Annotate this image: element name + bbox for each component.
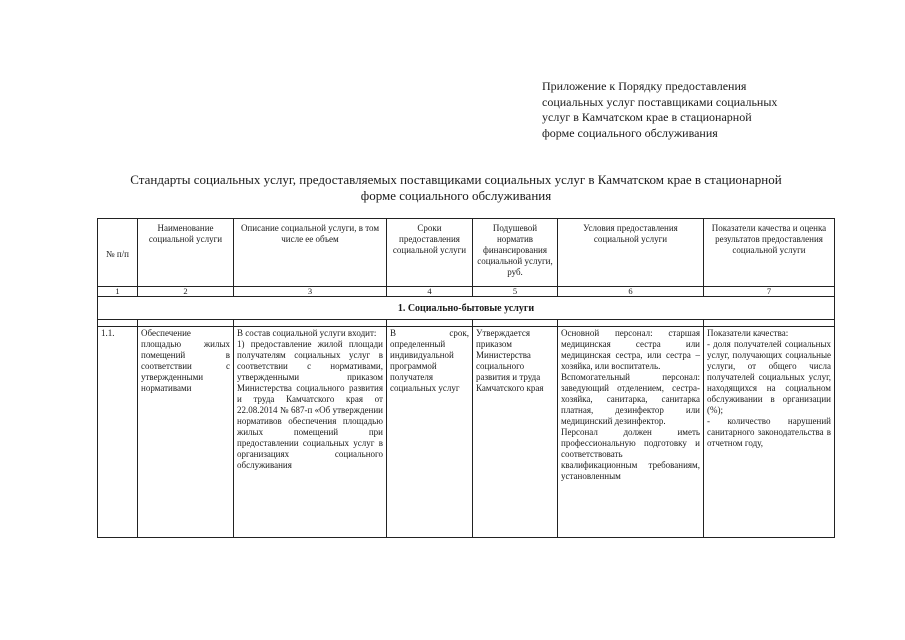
header-cell-name: Наименование социальной услуги (138, 219, 234, 287)
description-paragraph: В состав социальной услуги входит: (237, 328, 377, 338)
quality-paragraph: Показатели качества: (707, 328, 789, 338)
conditions-paragraph: Персонал должен иметь профессиональную подготовку и соответствовать квалификационным требованиям, установленным (561, 427, 700, 481)
title-line: Стандарты социальных услуг, предоставляемых поставщиками социальных услуг в Камчатском крае в стационарной (130, 172, 782, 187)
service-terms: В срок, определенный индивидуальной программой получателя социальных услуг (387, 327, 473, 538)
column-number: 3 (234, 287, 387, 297)
header-cell-terms: Сроки предоставления социальной услуги (387, 219, 473, 287)
appendix-line: Приложение к Порядку предоставления (542, 79, 747, 93)
column-number: 1 (98, 287, 138, 297)
conditions-paragraph: Основной персонал: старшая медицинская сестра или медицинская сестра, или сестра – хозяйка, или воспитатель. (561, 328, 700, 371)
quality-paragraph: - количество нарушений санитарного законодательства в отчетном году, (707, 416, 831, 448)
table-row (98, 327, 835, 538)
description-paragraph: 1) предоставление жилой площади получателям социальных услуг в соответствии с нормативами, утвержденными приказом Министерства социального развития и труда Камчатского края от 22.08.2014 № 687-п «Об утверждении нормативов обеспечения площадью жилых помещений при предоставлении социальных услуг в организациях социального обслуживания (237, 339, 383, 470)
appendix-line: форме социального обслуживания (542, 125, 718, 140)
column-number: 2 (138, 287, 234, 297)
standards-table (97, 218, 835, 538)
spacer-row (98, 320, 835, 327)
table-header-row (98, 219, 835, 287)
header-cell-funding: Подушевой норматив финансирования социальной услуги, руб. (473, 219, 558, 287)
row-number: 1.1. (98, 327, 138, 538)
service-funding: Утверждается приказом Министерства социального развития и труда Камчатского края (473, 327, 558, 538)
column-number: 7 (704, 287, 835, 297)
column-number: 5 (473, 287, 558, 297)
service-conditions (558, 327, 704, 538)
section-row (98, 297, 835, 320)
column-number: 4 (387, 287, 473, 297)
quality-indicators (704, 327, 835, 538)
quality-paragraph: - доля получателей социальных услуг, получающих социальные услуги, от общего числа получателей социальных услуг, находящихся на социальном обслуживании в организации (%); (707, 339, 831, 415)
appendix-note (542, 79, 812, 141)
section-heading: 1. Социально-бытовые услуги (98, 297, 835, 320)
header-cell-description: Описание социальной услуги, в том числе ее объем (234, 219, 387, 287)
service-name: Обеспечение площадью жилых помещений в соответствии с утвержденными нормативами (138, 327, 234, 538)
header-cell-quality: Показатели качества и оценка результатов предоставления социальной услуги (704, 219, 835, 287)
header-cell-conditions: Условия предоставления социальной услуги (558, 219, 704, 287)
document-title (100, 172, 812, 204)
column-number: 6 (558, 287, 704, 297)
title-line: форме социального обслуживания (360, 188, 552, 203)
service-description (234, 327, 387, 538)
column-number-row (98, 287, 835, 297)
header-cell-number: № п/п (98, 219, 138, 287)
appendix-line: услуг в Камчатском крае в стационарной (542, 110, 752, 124)
appendix-line: социальных услуг поставщиками социальных (542, 94, 778, 109)
conditions-paragraph: Вспомогательный персонал: заведующий отделением, сестра-хозяйка, санитарка, санитарка платная, дезинфектор или медицинский дезинфектор. (561, 372, 700, 426)
